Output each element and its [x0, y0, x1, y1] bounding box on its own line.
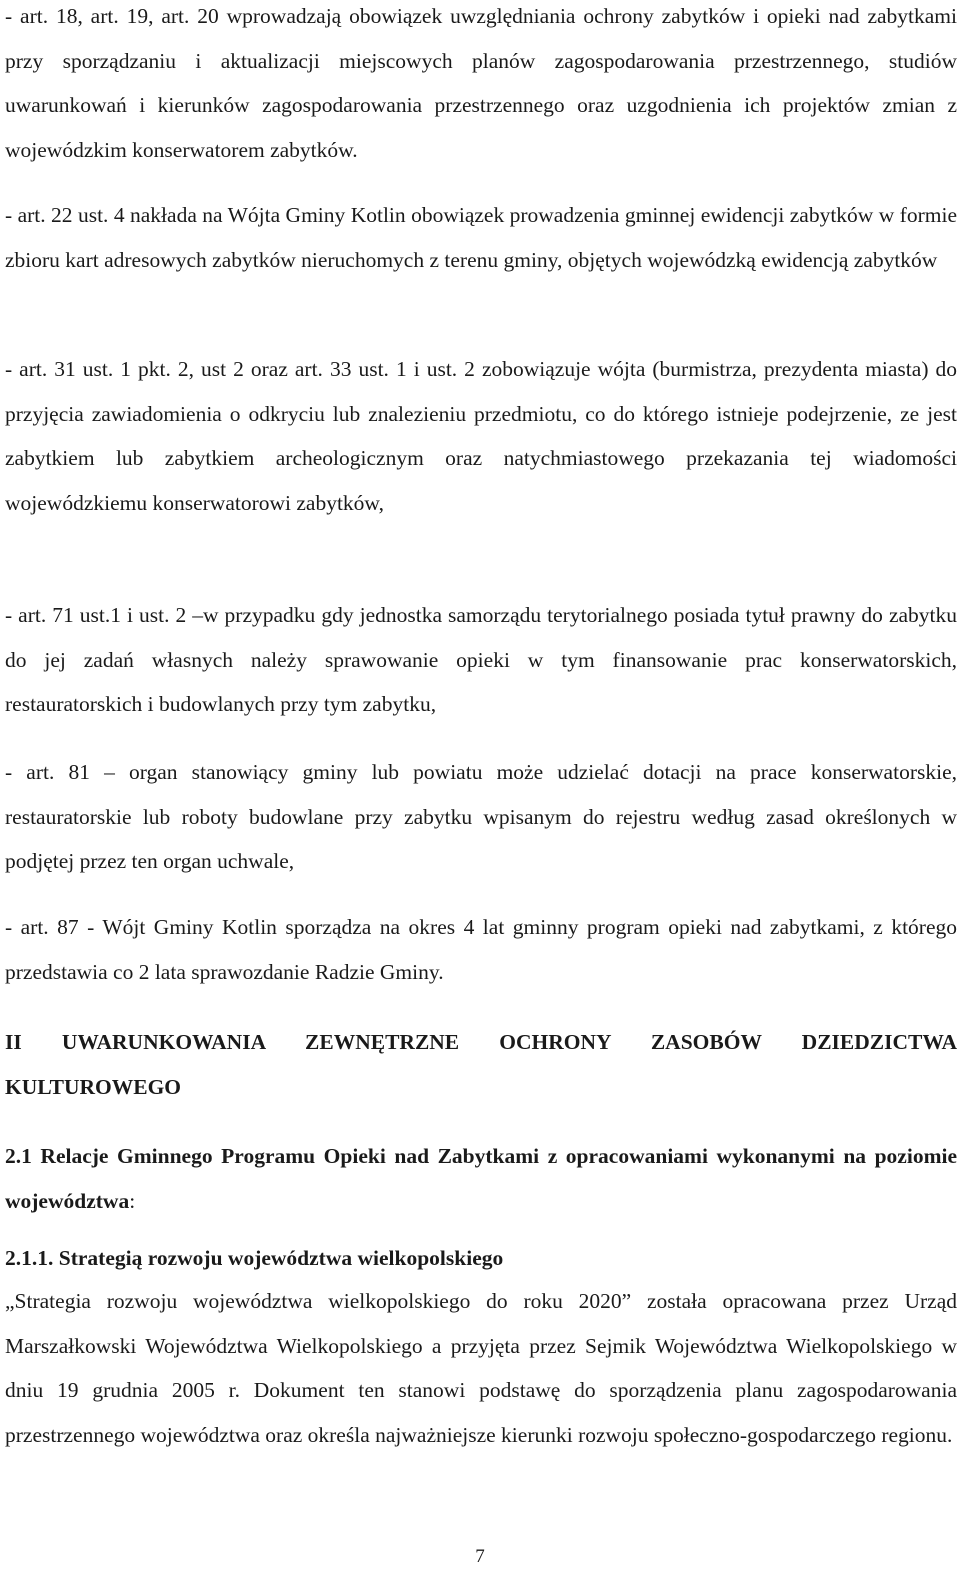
subsection-heading-text: 2.1 Relacje Gminnego Programu Opieki nad Zabytkami z opracowaniami wykonanymi na poziomie województwa	[5, 1144, 957, 1213]
paragraph-strategy: „Strategia rozwoju województwa wielkopolskiego do roku 2020” została opracowana przez Urząd Marszałkowski Województwa Wielkopolskiego a przyjęta przez Sejmik Województwa Wielkopolskiego w dniu 19 grudnia 2005 r. Dokument ten stanowi podstawę do sporządzenia planu zagospodarowania przestrzennego województwa oraz określa najważniejsze kierunki rozwoju społeczno-gospodarczego regionu.	[5, 1289, 957, 1447]
paragraph-art-87: - art. 87 - Wójt Gminy Kotlin sporządza na okres 4 lat gminny program opieki nad zabytkami, z którego przedstawia co 2 lata sprawozdanie Radzie Gminy.	[5, 915, 957, 984]
paragraph-art-22: - art. 22 ust. 4 nakłada na Wójta Gminy Kotlin obowiązek prowadzenia gminnej ewidencji zabytków w formie zbioru kart adresowych zabytków nieruchomych z terenu gminy, objętych wojewódzką ewidencją zabytków	[5, 203, 957, 272]
paragraph-art-18-19-20: - art. 18, art. 19, art. 20 wprowadzają obowiązek uwzględniania ochrony zabytków i opieki nad zabytkami przy sporządzaniu i aktualizacji miejscowych planów zagospodarowania przestrzennego, studiów uwarunkowań i kierunków zagospodarowania przestrzennego oraz uzgodnienia ich projektów zmian z wojewódzkim konserwatorem zabytków.	[5, 4, 957, 162]
subsubsection-heading: 2.1.1. Strategią rozwoju województwa wielkopolskiego	[5, 1246, 504, 1270]
subsection-heading	[5, 1134, 957, 1223]
section-heading: II UWARUNKOWANIA ZEWNĘTRZNE OCHRONY ZASOBÓW DZIEDZICTWA KULTUROWEGO	[5, 1030, 957, 1099]
paragraph-art-71: - art. 71 ust.1 i ust. 2 –w przypadku gdy jednostka samorządu terytorialnego posiada tytuł prawny do zabytku do jej zadań własnych należy sprawowanie opieki w tym finansowanie prac konserwatorskich, restauratorskich i budowlanych przy tym zabytku,	[5, 603, 957, 716]
paragraph-art-31-33: - art. 31 ust. 1 pkt. 2, ust 2 oraz art. 33 ust. 1 i ust. 2 zobowiązuje wójta (burmistrza, prezydenta miasta) do przyjęcia zawiadomienia o odkryciu lub znalezieniu przedmiotu, co do którego istnieje podejrzenie, ze jest zabytkiem lub zabytkiem archeologicznym oraz natychmiastowego przekazania tej wiadomości wojewódzkiemu konserwatorowi zabytków,	[5, 357, 957, 515]
subsection-heading-colon: :	[129, 1188, 136, 1213]
paragraph-art-81: - art. 81 – organ stanowiący gminy lub powiatu może udzielać dotacji na prace konserwatorskie, restauratorskie lub roboty budowlane przy zabytku wpisanym do rejestru według zasad określonych w podjętej przez ten organ uchwale,	[5, 760, 957, 873]
page-number: 7	[475, 1546, 485, 1567]
